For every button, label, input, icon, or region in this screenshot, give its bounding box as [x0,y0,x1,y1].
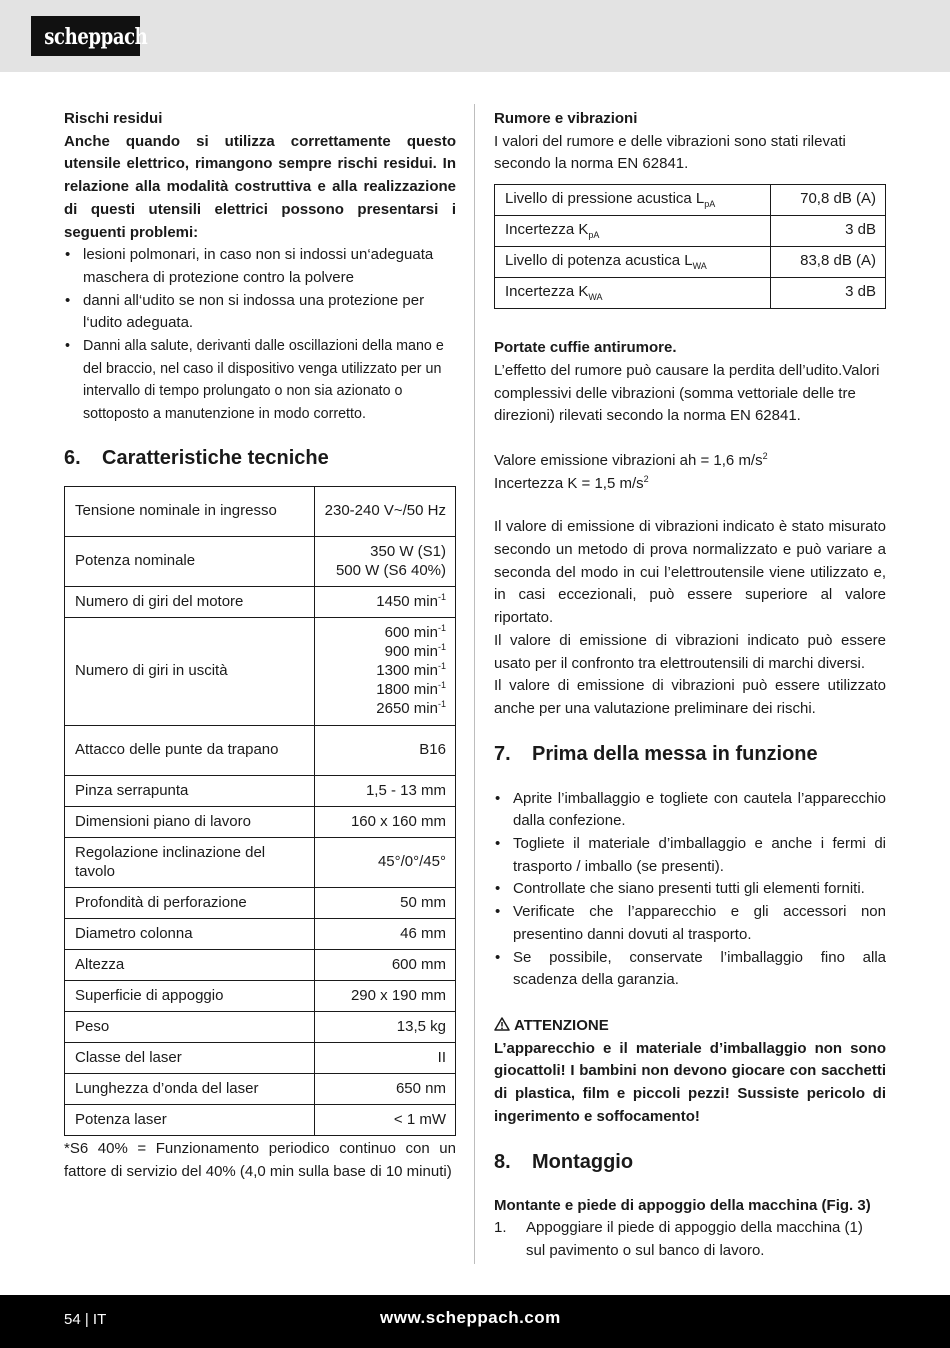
warning-heading [494,1015,886,1038]
warning-title: ATTENZIONE [514,1016,609,1034]
spec-value-text: 600 min [384,624,438,642]
unit-sup: 2 [762,450,768,461]
table-row [65,1073,456,1104]
spec-value [314,536,455,586]
left-column [64,108,456,1183]
warning-triangle-icon [494,1017,510,1031]
section-number: 8. [494,1150,511,1173]
spec-value: 650 nm [314,1073,455,1104]
right-column [494,108,886,1263]
spec-value-sup: -1 [437,591,446,602]
residual-risks-list [64,244,456,426]
list-item: • lesioni polmonari, in caso non si indossi un‘adeguata maschera di protezione contro la polvere [64,244,456,289]
noise-value: 3 dB [771,278,886,309]
preparation-list [494,788,886,992]
spec-value-sup: -1 [437,680,446,691]
noise-intro: I valori del rumore e delle vibrazioni sono stati rilevati secondo la norma EN 62841. [494,132,846,173]
noise-label [495,216,771,247]
spec-value: 290 x 190 mm [314,980,455,1011]
noise-label [495,278,771,309]
spec-label: Diametro colonna [65,918,315,949]
spec-label: Potenza laser [65,1104,315,1135]
specs-footnote: *S6 40% = Funzionamento periodico continuo con un fattore di servizio del 40% (4,0 min sulla base di 10 minuti) [64,1139,456,1180]
table-row [65,586,456,617]
vibration-value-text: Valore emissione vibrazioni ah = 1,6 m/s [494,451,763,469]
ear-protection-title: Portate cuffie antirumore. [494,339,677,357]
spec-value: 50 mm [314,887,455,918]
table-row [495,185,886,216]
table-row [65,837,456,887]
spec-label: Dimensioni piano di lavoro [65,806,315,837]
section-title: Prima della messa in funzione [532,742,818,765]
spec-value: < 1 mW [314,1104,455,1135]
table-row [65,1011,456,1042]
noise-label [495,185,771,216]
step-number: 1. [494,1219,507,1237]
spec-label: Classe del laser [65,1042,315,1073]
table-row [65,980,456,1011]
noise-title: Rumore e vibrazioni [494,110,638,127]
list-item: • Verificate che l’apparecchio e gli accessori non presentino danni dovuti al trasporto. [494,901,886,946]
page-number: 54 | IT [64,1311,107,1328]
residual-risks-title: Rischi residui [64,110,163,127]
logo-text: scheppach [44,24,148,50]
spec-value: II [314,1042,455,1073]
vibration-paragraph-3: Il valore di emissione di vibrazioni può essere utilizzato anche per una valutazione preliminare dei rischi. [494,677,886,717]
section-title: Caratteristiche tecniche [102,446,329,469]
spec-value-sup: -1 [437,642,446,653]
table-row [495,278,886,309]
spec-value-line [325,699,446,718]
scheppach-logo [31,16,148,56]
header-band [0,0,950,72]
spec-value [314,586,455,617]
spec-value: 230-240 V~/50 Hz [314,486,455,536]
noise-table [494,184,886,309]
spec-label: Tensione nominale in ingresso [65,486,315,536]
noise-label-sub: pA [704,199,716,210]
table-row [65,949,456,980]
mounting-step [494,1217,886,1262]
footer-bar [0,1295,950,1348]
table-row [65,887,456,918]
spec-value: 600 mm [314,949,455,980]
ear-protection-text: L’effetto del rumore può causare la perdita dell’udito.Valori complessivi delle vibrazioni (somma vettoriale delle tre direzioni) rilevati secondo la norma EN 62841. [494,361,880,425]
spec-value: 1,5 - 13 mm [314,775,455,806]
mounting-subtitle: Montante e piede di appoggio della macchina (Fig. 3) [494,1196,871,1214]
spec-value-sup: -1 [437,699,446,710]
list-item: • Aprite l’imballaggio e togliete con cautela l’apparecchio dalla confezione. [494,788,886,833]
list-item: • Controllate che siano presenti tutti gli elementi forniti. [494,878,886,901]
vibration-uncertainty-text: Incertezza K = 1,5 m/s [494,474,644,492]
table-row [65,1042,456,1073]
spec-value-sup: -1 [437,661,446,672]
table-row [65,806,456,837]
table-row [65,775,456,806]
spec-value-line [325,642,446,661]
section-7-heading [494,741,886,767]
spec-label: Potenza nominale [65,536,315,586]
spec-value-line: 350 W (S1) [370,542,446,560]
spec-label: Numero di giri del motore [65,586,315,617]
table-row [495,247,886,278]
spec-value-text: 1800 min [376,681,438,699]
section-number: 7. [494,742,511,765]
list-item: • Togliete il materiale d’imballaggio e anche i fermi di trasporto / imballo (se presenti). [494,833,886,878]
vibration-value [494,450,886,473]
section-number: 6. [64,446,81,469]
spec-value-line [325,680,446,699]
noise-label-text: Livello di pressione acustica L [505,190,705,208]
spec-value: 13,5 kg [314,1011,455,1042]
noise-label-text: Incertezza K [505,283,589,301]
noise-label-text: Livello di potenza acustica L [505,252,693,270]
unit-sup: 2 [643,473,649,484]
spec-label: Numero di giri in uscità [65,617,315,725]
spec-value: B16 [314,725,455,775]
spec-label: Lunghezza d’onda del laser [65,1073,315,1104]
warning-text: L’apparecchio e il materiale d’imballaggio non sono giocattoli! I bambini non devono giocare con sacchetti di plastica, film e piccoli pezzi! Sussiste pericolo di ingerimento e soffocamento! [494,1039,886,1125]
table-row [65,536,456,586]
vibration-uncertainty [494,473,886,496]
spec-value: 160 x 160 mm [314,806,455,837]
noise-value: 83,8 dB (A) [771,247,886,278]
spec-value-line [325,661,446,680]
spec-value-text: 2650 min [376,700,438,718]
table-row [65,486,456,536]
spec-label: Superficie di appoggio [65,980,315,1011]
column-divider [474,104,475,1264]
spec-value-text: 1300 min [376,662,438,680]
spec-label: Regolazione inclinazione del tavolo [65,837,315,887]
spec-value-text: 1450 min [376,592,438,610]
section-8-heading [494,1149,886,1175]
spec-value: 45°/0°/45° [314,837,455,887]
table-row [65,918,456,949]
section-title: Montaggio [532,1150,634,1173]
spec-value [314,617,455,725]
table-row [495,216,886,247]
footer-url: www.scheppach.com [380,1308,561,1327]
residual-risks-intro: Anche quando si utilizza correttamente questo utensile elettrico, rimangono sempre rischi residui. In relazione alla modalità costruttiva e alla realizzazione di questi utensili elettrici possono presentarsi i seguenti problemi: [64,132,456,241]
noise-value: 70,8 dB (A) [771,185,886,216]
spec-label: Peso [65,1011,315,1042]
noise-label-sub: WA [588,292,603,303]
vibration-paragraph-1: Il valore di emissione di vibrazioni indicato è stato misurato secondo un metodo di prova normalizzato e può variare a seconda del modo in cui l’elettroutensile viene utilizzato e, in casi eccezionali, può essere superiore al valore riportato. [494,518,886,627]
spec-value-line [325,623,446,642]
spec-label: Attacco delle punte da trapano [65,725,315,775]
noise-label-text: Incertezza K [505,221,589,239]
table-row [65,617,456,725]
spec-label: Profondità di perforazione [65,887,315,918]
spec-value: 46 mm [314,918,455,949]
spec-value-sup: -1 [437,623,446,634]
spec-value-line: 500 W (S6 40%) [335,561,446,579]
noise-label-sub: WA [692,261,707,272]
specs-table [64,486,456,1136]
spec-label: Pinza serrapunta [65,775,315,806]
list-item: • Danni alla salute, derivanti dalle oscillazioni della mano e del braccio, nel caso il dispositivo venga utilizzato per un intervallo di tempo prolungato o non sia azionato o sottoposto a manutenzione in modo corretto. [64,335,456,426]
section-6-heading [64,445,456,471]
noise-label-sub: pA [588,230,600,241]
list-item: • danni all‘udito se non si indossa una protezione per l‘udito adeguata. [64,290,456,335]
noise-label [495,247,771,278]
table-row [65,725,456,775]
spec-value-text: 900 min [384,643,438,661]
noise-value: 3 dB [771,216,886,247]
list-item: • Se possibile, conservate l’imballaggio fino alla scadenza della garanzia. [494,947,886,992]
spec-label: Altezza [65,949,315,980]
table-row [65,1104,456,1135]
step-text: Appoggiare il piede di appoggio della macchina (1) sul pavimento o sul banco di lavoro. [526,1219,863,1259]
vibration-paragraph-2: Il valore di emissione di vibrazioni indicato può essere usato per il confronto tra elettroutensili di marchi diversi. [494,631,886,672]
